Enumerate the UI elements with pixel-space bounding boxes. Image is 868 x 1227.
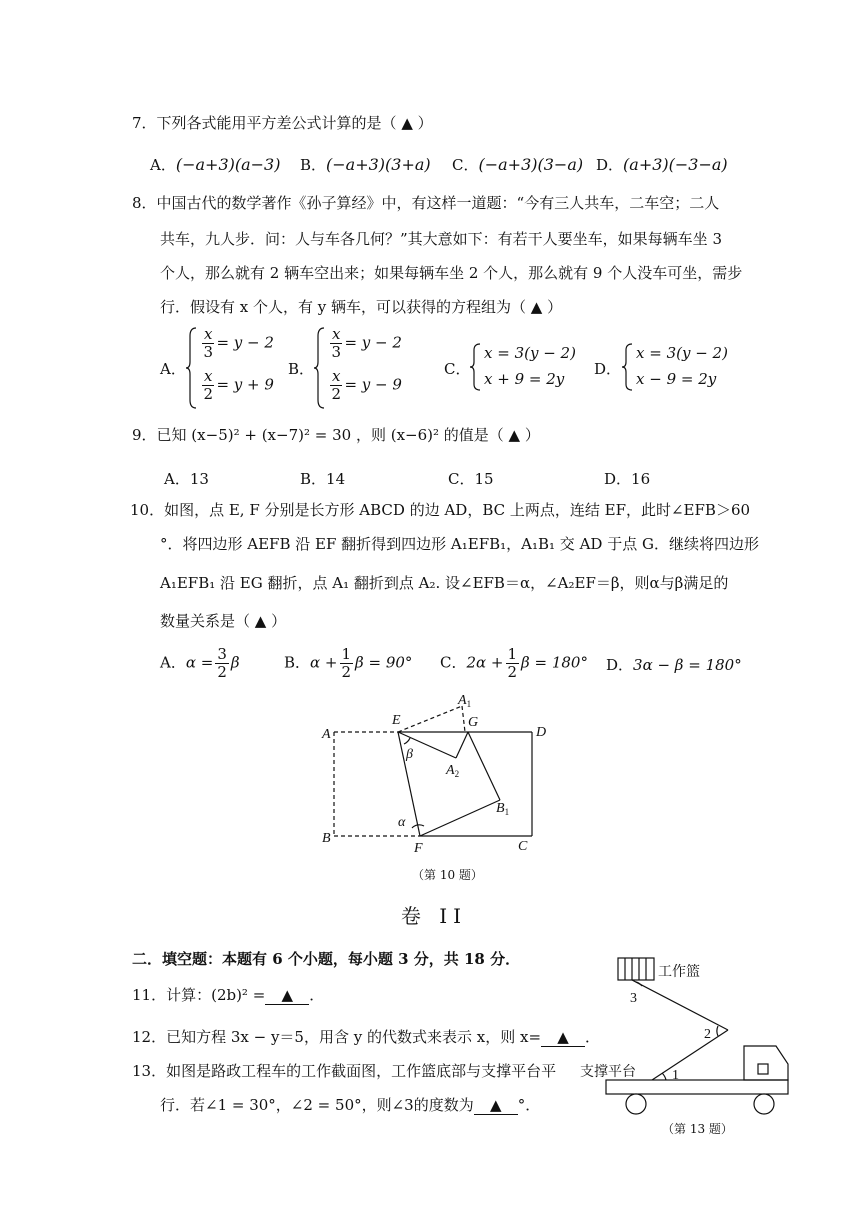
q9-option-a[interactable]: A．13 xyxy=(164,470,209,488)
left-brace-icon xyxy=(186,326,198,410)
q11: 11．计算：(2b)² = ▲ ． xyxy=(132,986,325,1004)
truck-cab xyxy=(744,1046,788,1080)
q7-option-b[interactable]: B．(−a+3)(3+a) xyxy=(300,155,431,174)
dashed-edge-ea1 xyxy=(398,706,462,732)
part2-title: 卷 II xyxy=(400,904,468,928)
label-b: B xyxy=(322,831,331,846)
q10-line-4: 数量关系是（ ▲ ） xyxy=(160,612,287,630)
angle1-label: 1 xyxy=(672,1068,679,1083)
q10-option-c[interactable]: C．2α + $\frac{1}{2}$ β = 180° xyxy=(440,645,588,681)
label-a2: $A_2$ xyxy=(446,763,460,779)
q9-stem: 9．已知 (x−5)² + (x−7)² = 30 ，则 (x−6)² 的值是（ ▲ ） xyxy=(132,426,540,444)
q13-line-1: 13．如图是路政工程车的工作截面图，工作篮底部与支撑平台平 xyxy=(132,1062,557,1080)
q10-option-b[interactable]: B．α + $\frac{1}{2}$ β = 90° xyxy=(284,645,413,681)
q7-option-d[interactable]: D．(a+3)(−3−a) xyxy=(596,155,728,174)
q8-option-c-label[interactable]: C． xyxy=(444,360,471,378)
front-wheel xyxy=(754,1094,774,1114)
label-f: F xyxy=(414,841,423,856)
q10-option-a[interactable]: A．α = $\frac{3}{2}$ β xyxy=(160,645,240,681)
angle3-arc xyxy=(636,982,642,986)
label-alpha: α xyxy=(398,815,406,830)
label-b1: $B_1$ xyxy=(496,801,510,817)
label-a1: $A_1$ xyxy=(458,693,472,709)
label-d: D xyxy=(536,725,547,740)
q8-line-2: 共车，九人步．问：人与车各几何？”其大意如下：有若干人要坐车，如果每辆车坐 3 xyxy=(160,230,722,248)
q13-figure xyxy=(576,952,806,1120)
edge-gb1 xyxy=(468,732,500,800)
work-basket xyxy=(618,958,654,980)
q9-option-b[interactable]: B．14 xyxy=(300,470,346,488)
angle2-arc xyxy=(717,1026,718,1036)
section2-heading: 二．填空题：本题有 6 个小题，每小题 3 分，共 18 分． xyxy=(132,950,521,968)
q10-line-3: A₁EFB₁ 沿 EG 翻折，点 A₁ 翻折到点 A₂. 设∠EFB＝α，∠A₂EF＝β，则α与β满足的 xyxy=(160,574,729,592)
q9-option-c[interactable]: C．15 xyxy=(448,470,494,488)
q8-line-4: 行．假设有 x 个人，有 y 辆车，可以获得的方程组为（ ▲ ） xyxy=(160,298,563,316)
q12-answer-blank[interactable]: ▲ xyxy=(541,1028,585,1047)
q13-line-2: 行．若∠1 = 30°，∠2 = 50°，则∠3的度数为 ▲ °． xyxy=(160,1096,541,1114)
angle2-label: 2 xyxy=(704,1027,711,1042)
beta-arc xyxy=(404,738,410,744)
q11-answer-blank[interactable]: ▲ xyxy=(265,986,309,1005)
edge-a2g xyxy=(456,732,468,758)
left-brace-icon xyxy=(314,326,326,410)
dashed-edge-a1g xyxy=(462,706,465,732)
lower-boom xyxy=(652,1030,728,1080)
left-brace-icon xyxy=(470,342,482,392)
edge-b1f xyxy=(420,800,500,836)
q10-figure-caption: （第 10 题） xyxy=(412,868,483,882)
q7-option-a[interactable]: A．(−a+3)(a−3) xyxy=(150,155,281,174)
q10-line-1: 10．如图，点 E, F 分别是长方形 ABCD 的边 AD，BC 上两点，连结 EF，此时∠EFB＞60 xyxy=(130,501,751,519)
q13-answer-blank[interactable]: ▲ xyxy=(474,1096,518,1115)
q8-line-1: 8．中国古代的数学著作《孙子算经》中，有这样一道题：“今有三人共车，二车空；二人 xyxy=(132,194,720,212)
q10-figure xyxy=(310,688,560,858)
rear-wheel xyxy=(626,1094,646,1114)
angle3-label: 3 xyxy=(630,991,637,1006)
upper-boom xyxy=(632,980,728,1030)
truck-window xyxy=(758,1064,768,1074)
q12: 12．已知方程 3x − y＝5，用含 y 的代数式来表示 x，则 x= ▲ ． xyxy=(132,1028,601,1046)
q8-line-3: 个人，那么就有 2 辆车空出来；如果每辆车坐 2 个人，那么就有 9 个人没车可坐，需步 xyxy=(160,264,743,282)
q9-option-d[interactable]: D．16 xyxy=(604,470,651,488)
q8-option-d-label[interactable]: D． xyxy=(594,360,622,378)
q13-figure-caption: （第 13 题） xyxy=(662,1122,733,1136)
platform-label: 支撑平台 xyxy=(580,1065,636,1080)
label-a: A xyxy=(322,727,331,742)
q7-stem: 7．下列各式能用平方差公式计算的是（ ▲ ） xyxy=(132,114,433,132)
q7-option-c[interactable]: C．(−a+3)(3−a) xyxy=(452,155,584,174)
label-c: C xyxy=(518,839,528,854)
angle1-arc xyxy=(662,1073,666,1080)
q10-line-2: °．将四边形 AEFB 沿 EF 翻折得到四边形 A₁EFB₁，A₁B₁ 交 AD 于点 G．继续将四边形 xyxy=(160,535,759,553)
q8-option-a-label[interactable]: A． xyxy=(160,360,186,378)
left-brace-icon xyxy=(622,342,634,392)
label-e: E xyxy=(392,713,401,728)
q8-option-b-label[interactable]: B． xyxy=(288,360,315,378)
basket-label: 工作篮 xyxy=(658,965,700,980)
label-g: G xyxy=(468,715,479,730)
q10-option-d[interactable]: D．3α − β = 180° xyxy=(606,656,742,674)
label-beta: β xyxy=(406,747,413,762)
truck-bed xyxy=(606,1080,788,1094)
